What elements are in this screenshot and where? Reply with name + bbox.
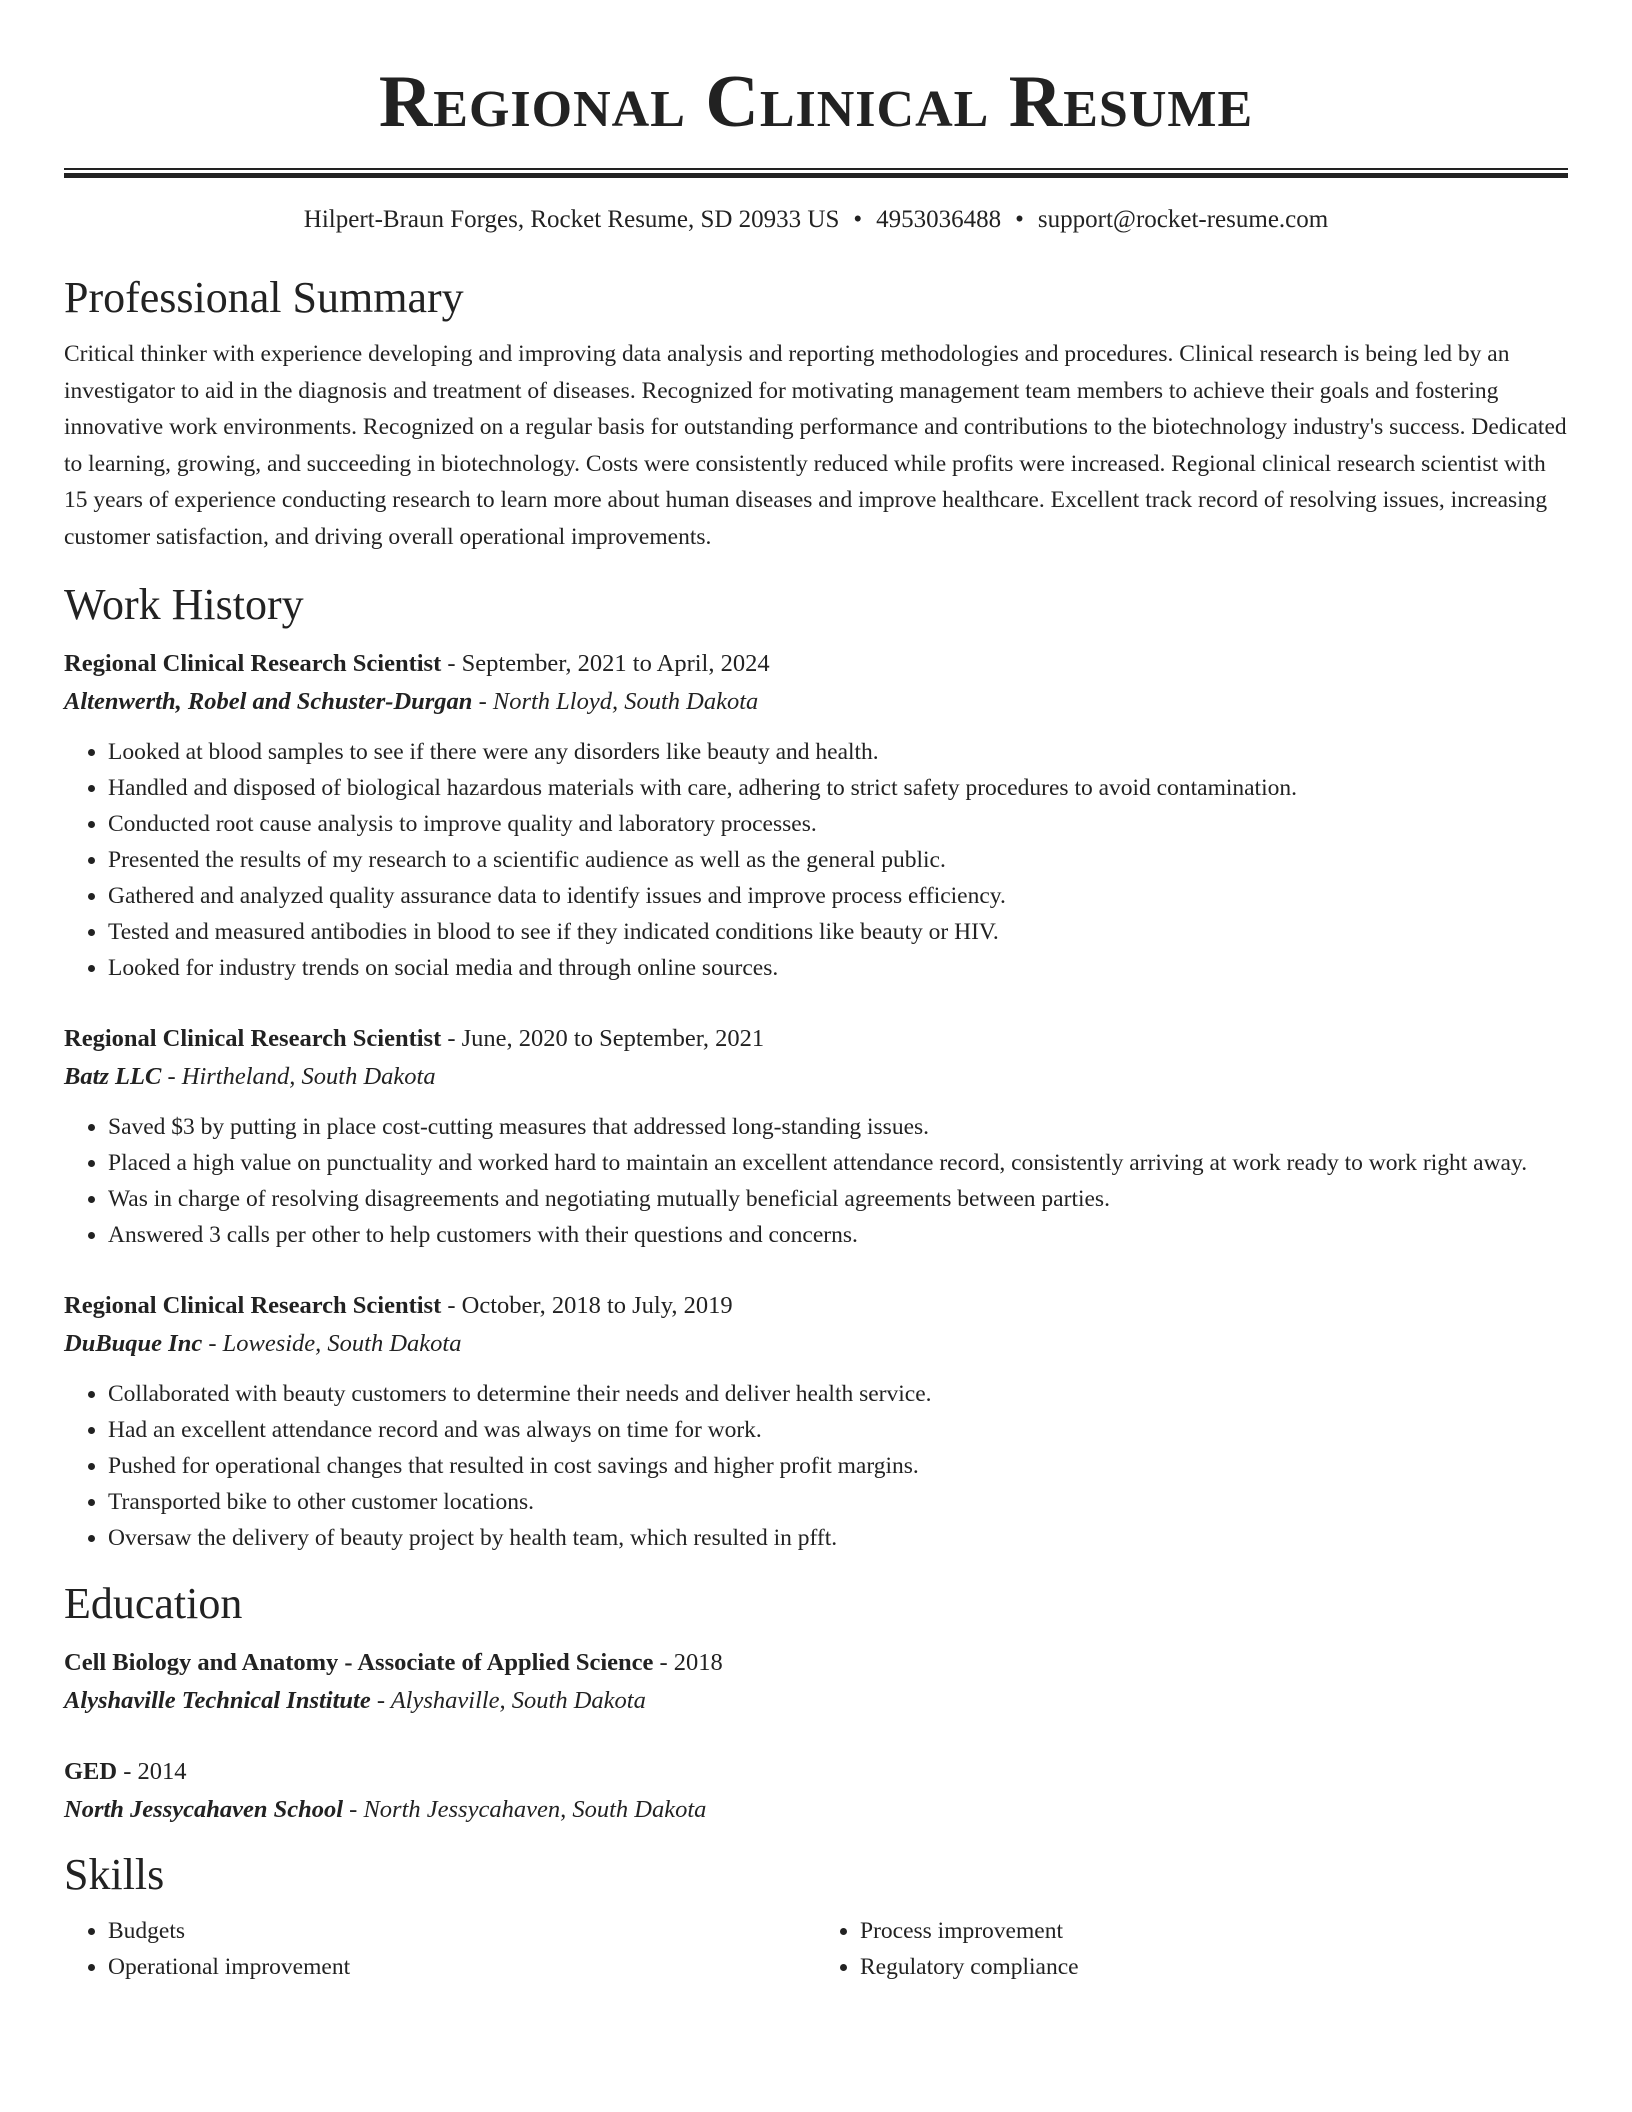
education-school: Alyshaville Technical Institute (64, 1687, 371, 1714)
contact-separator: • (853, 206, 863, 233)
section-heading-work-history: Work History (64, 580, 304, 629)
education-year: - 2018 (653, 1649, 723, 1676)
job-dates: - October, 2018 to July, 2019 (441, 1292, 733, 1319)
education-entry (64, 1753, 1568, 1829)
job-bullet: • Gathered and analyzed quality assurance data to identify issues and improve process efficiency. (108, 878, 1568, 914)
job-title-line (64, 645, 1568, 683)
education-location: - Alyshaville, South Dakota (370, 1687, 646, 1714)
section-heading-education: Education (64, 1579, 243, 1628)
job-entry (64, 1287, 1568, 1556)
job-bullet: • Presented the results of my research to a scientific audience as well as the general public. (108, 842, 1568, 878)
job-entry (64, 1020, 1568, 1253)
job-company-line (64, 1058, 1568, 1096)
contact-separator: • (1015, 206, 1024, 233)
section-heading-summary: Professional Summary (64, 273, 464, 322)
skills-list-left (64, 1913, 816, 1985)
job-bullet: • Had an excellent attendance record and was always on time for work. (108, 1412, 1568, 1448)
education-degree-line (64, 1753, 1568, 1791)
job-bullet: • Tested and measured antibodies in blood to see if they indicated conditions like beauty or HIV. (108, 914, 1568, 950)
job-bullet: • Handled and disposed of biological hazardous materials with care, adhering to strict safety procedures to avoid contamination. (108, 770, 1568, 806)
job-bullet: • Placed a high value on punctuality and worked hard to maintain an excellent attendance record, consistently arriving at work ready to work right away. (108, 1145, 1568, 1181)
resume-title: Regional Clinical Resume (378, 61, 1254, 143)
job-company: DuBuque Inc (64, 1330, 203, 1357)
education-degree: Cell Biology and Anatomy - Associate of Applied Science (64, 1649, 654, 1676)
job-bullet: • Transported bike to other customer locations. (108, 1484, 1568, 1520)
job-company: Altenwerth, Robel and Schuster-Durgan (64, 688, 473, 715)
job-dates: - June, 2020 to September, 2021 (441, 1025, 765, 1052)
job-entry (64, 645, 1568, 986)
job-company: Batz LLC (64, 1063, 162, 1090)
title-divider (64, 168, 1568, 178)
skill-item: • Regulatory compliance (860, 1949, 1568, 1985)
education-location: - North Jessycahaven, South Dakota (343, 1796, 707, 1823)
skill-item: • Operational improvement (108, 1949, 816, 1985)
education-degree-line (64, 1644, 1568, 1682)
job-title: Regional Clinical Research Scientist (64, 1025, 442, 1052)
job-bullet: • Collaborated with beauty customers to determine their needs and deliver health service. (108, 1376, 1568, 1412)
contact-email[interactable]: support@rocket-resume.com (1037, 206, 1329, 233)
job-title: Regional Clinical Research Scientist (64, 1292, 442, 1319)
education-school: North Jessycahaven School (64, 1796, 344, 1823)
job-bullet: • Looked at blood samples to see if there were any disorders like beauty and health. (108, 734, 1568, 770)
skill-item: • Budgets (108, 1913, 816, 1949)
contact-line (64, 204, 1568, 236)
job-bullets (64, 1376, 1568, 1556)
education-school-line (64, 1791, 1568, 1829)
section-heading-skills: Skills (64, 1850, 165, 1899)
job-bullet: • Conducted root cause analysis to improve quality and laboratory processes. (108, 806, 1568, 842)
summary-text: Critical thinker with experience developing and improving data analysis and reporting methodologies and procedures. Clinical research is being led by an investigator to aid in the diagnosis and treatment of diseases. Recognized for motivating management team members to achieve their goals and fostering innovative work environments. Recognized on a regular basis for outstanding performance and contributions to the biotechnology industry's success. Dedicated to learning, growing, and succeeding in biotechnology. Costs were consistently reduced while profits were increased. Regional clinical research scientist with 15 years of experience conducting research to learn more about human diseases and improve healthcare. Excellent track record of resolving issues, increasing customer satisfaction, and driving overall operational improvements. (64, 341, 1567, 550)
job-company-line (64, 1325, 1568, 1363)
job-bullet: • Was in charge of resolving disagreements and negotiating mutually beneficial agreements between parties. (108, 1181, 1568, 1217)
job-title: Regional Clinical Research Scientist (64, 650, 442, 677)
job-company-line (64, 683, 1568, 721)
contact-address: Hilpert-Braun Forges, Rocket Resume, SD 20933 US (303, 206, 840, 233)
job-bullet: • Saved $3 by putting in place cost-cutting measures that addressed long-standing issues. (108, 1109, 1568, 1145)
job-title-line (64, 1287, 1568, 1325)
job-bullet: • Looked for industry trends on social media and through online sources. (108, 950, 1568, 986)
job-bullet: • Pushed for operational changes that resulted in cost savings and higher profit margins. (108, 1448, 1568, 1484)
skills-list-right (816, 1913, 1568, 1985)
job-title-line (64, 1020, 1568, 1058)
contact-phone: 4953036488 (876, 206, 1002, 233)
job-bullet: • Answered 3 calls per other to help customers with their questions and concerns. (108, 1217, 1568, 1253)
skill-item: • Process improvement (860, 1913, 1568, 1949)
job-bullet: • Oversaw the delivery of beauty project by health team, which resulted in pfft. (108, 1520, 1568, 1556)
job-location: - Hirtheland, South Dakota (161, 1063, 436, 1090)
education-degree: GED (64, 1758, 118, 1785)
job-bullets (64, 1109, 1568, 1253)
education-year: - 2014 (117, 1758, 187, 1785)
skills-columns (64, 1913, 1568, 1985)
job-location: - North Lloyd, South Dakota (472, 688, 759, 715)
job-location: - Loweside, South Dakota (202, 1330, 462, 1357)
education-entry (64, 1644, 1568, 1720)
education-school-line (64, 1682, 1568, 1720)
job-dates: - September, 2021 to April, 2024 (441, 650, 770, 677)
job-bullets (64, 734, 1568, 986)
